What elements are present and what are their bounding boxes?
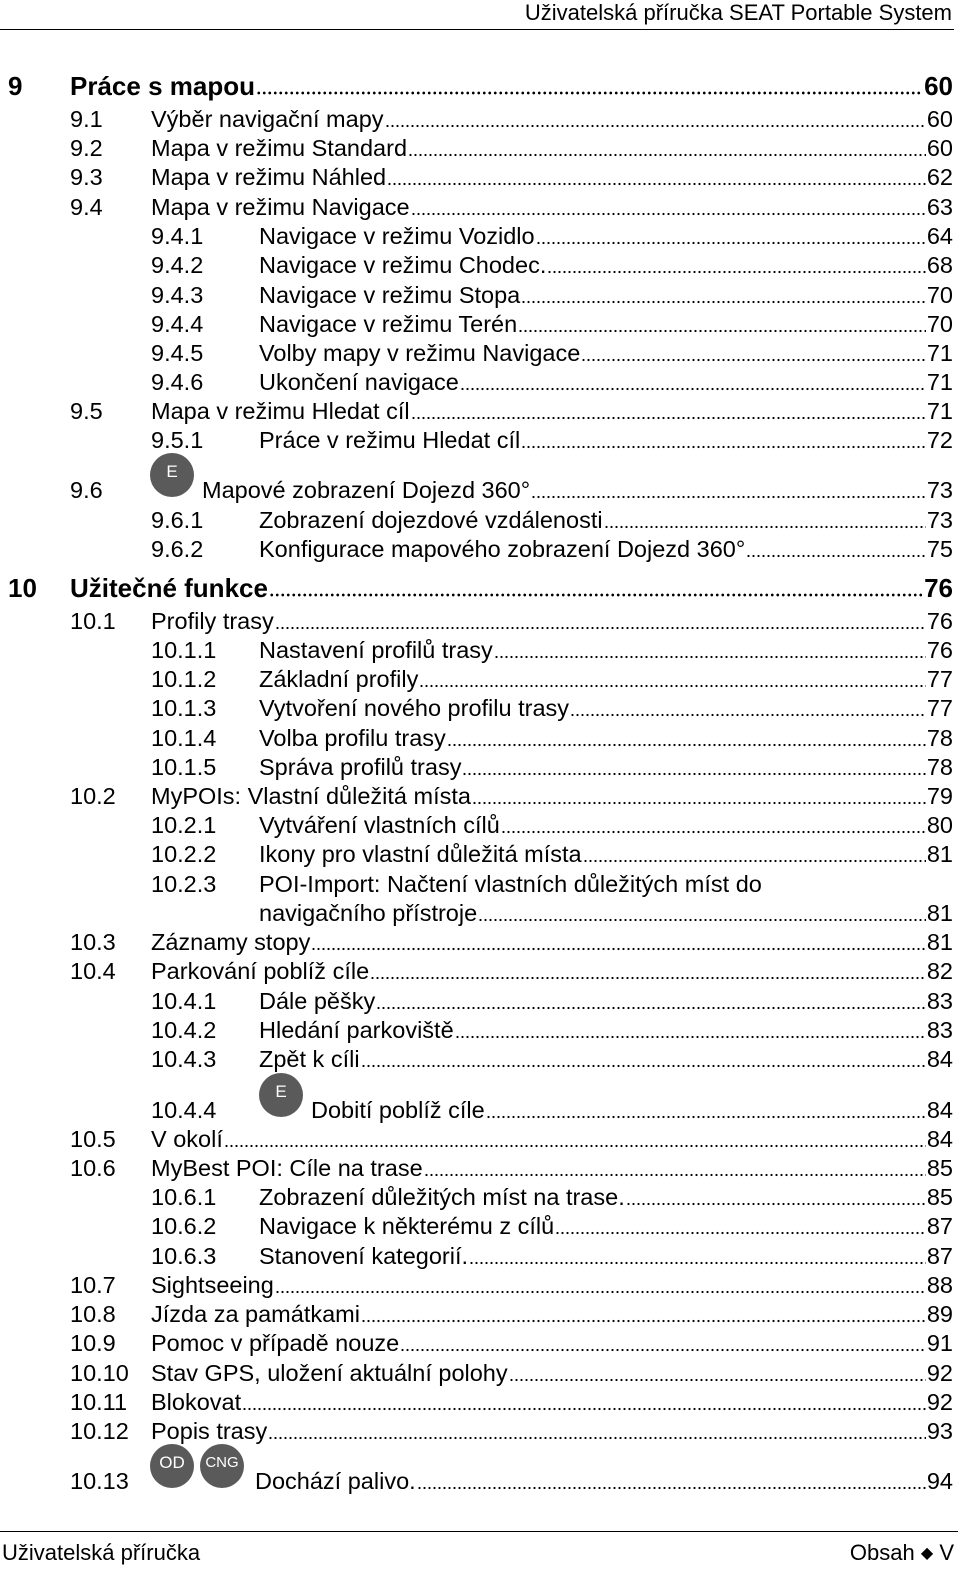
toc-entry-number: 10.3 — [70, 929, 116, 955]
badge-group — [150, 1444, 244, 1488]
toc-entry-number: 10.1.3 — [151, 695, 217, 721]
toc-entry-title: Navigace v režimu Terén — [259, 311, 518, 337]
dot-leader — [269, 593, 922, 597]
toc-entry-body — [259, 221, 953, 251]
toc-entry-row[interactable] — [0, 1015, 960, 1045]
toc-entry-number: 9.3 — [70, 164, 103, 190]
e-badge-icon: E — [259, 1073, 303, 1117]
toc-entry-row[interactable] — [0, 396, 960, 426]
toc-entry-body — [259, 338, 953, 368]
toc-entry-page: 81 — [926, 900, 953, 926]
toc-chapter-row[interactable] — [0, 71, 960, 101]
toc-entry-number: 10.6.3 — [151, 1243, 217, 1269]
toc-entry-body — [259, 309, 953, 339]
dot-leader — [275, 626, 926, 630]
dot-leader — [424, 1173, 926, 1177]
toc-entry-row[interactable] — [0, 1082, 960, 1125]
toc-entry-row[interactable] — [0, 104, 960, 134]
toc-entry-body — [151, 396, 953, 426]
dot-leader — [531, 495, 926, 499]
toc-entry-row[interactable] — [0, 162, 960, 192]
toc-entry-title: Nastavení profilů trasy — [259, 637, 493, 663]
toc-entry-title: Blokovat — [151, 1389, 242, 1415]
toc-entry-title: Hledání parkoviště — [259, 1017, 454, 1043]
toc-entry-page: 72 — [926, 427, 953, 453]
toc-entry-body — [259, 250, 953, 280]
dot-leader — [521, 300, 926, 304]
dot-leader — [478, 918, 926, 922]
toc-entry-row[interactable] — [0, 462, 960, 505]
toc-entry-row[interactable] — [0, 425, 960, 455]
toc-entry-number: 9.4.5 — [151, 340, 204, 366]
toc-entry-page: 78 — [926, 754, 953, 780]
toc-entry-body — [259, 367, 953, 397]
toc-entry-page: 83 — [926, 1017, 953, 1043]
toc-entry-number: 9.5 — [70, 398, 103, 424]
toc-entry-body — [259, 839, 953, 869]
toc-entry-number: 10.4.3 — [151, 1046, 217, 1072]
toc-entry-page: 84 — [926, 1126, 953, 1152]
dot-leader — [494, 655, 926, 659]
toc-entry-number: 9.4.2 — [151, 252, 204, 278]
toc-entry-title: Záznamy stopy — [151, 929, 311, 955]
toc-entry-number: 10.4 — [70, 958, 116, 984]
toc-entry-title: Práce s mapou — [70, 71, 255, 101]
toc-entry-row[interactable] — [0, 280, 960, 310]
toc-entry-row[interactable] — [0, 693, 960, 723]
toc-entry-row[interactable] — [0, 723, 960, 753]
toc-entry-title: Profily trasy — [151, 608, 274, 634]
toc-entry-title: Ukončení navigace — [259, 369, 459, 395]
toc-entry-row[interactable] — [0, 221, 960, 251]
toc-entry-title: Zobrazení důležitých míst na trase. — [259, 1184, 625, 1210]
dot-leader — [460, 387, 926, 391]
toc-entry-body — [259, 986, 953, 1016]
toc-entry-number: 10.8 — [70, 1301, 116, 1327]
toc-entry-body — [259, 635, 953, 665]
toc-entry-number: 10.1 — [70, 608, 116, 634]
toc-entry-row[interactable] — [0, 1270, 960, 1300]
toc-entry-page: 76 — [926, 637, 953, 663]
toc-entry-page: 84 — [926, 1097, 953, 1123]
dot-leader — [501, 830, 926, 834]
dot-leader — [311, 947, 926, 951]
toc-entry-number: 10.2.2 — [151, 841, 217, 867]
toc-entry-title: Výběr navigační mapy — [151, 106, 384, 132]
toc-entry-title: Mapa v režimu Náhled — [151, 164, 387, 190]
dot-leader — [570, 713, 926, 717]
toc-entry-page: 73 — [926, 477, 953, 503]
toc-entry-row[interactable] — [0, 1182, 960, 1212]
toc-entry-number: 10.2 — [70, 783, 116, 809]
toc-entry-title: Dobití poblíž cíle — [311, 1097, 485, 1123]
toc-entry-body — [259, 898, 953, 928]
dot-leader — [583, 859, 926, 863]
toc-entry-row[interactable] — [0, 338, 960, 368]
toc-entry-body — [151, 606, 953, 636]
toc-entry-page: 85 — [926, 1184, 953, 1210]
toc-entry-number: 9.1 — [70, 106, 103, 132]
toc-entry-number: 10 — [8, 573, 37, 603]
toc-entry-page: 81 — [926, 929, 953, 955]
toc-entry-number: 9.4.1 — [151, 223, 204, 249]
toc-entry-title: Zobrazení dojezdové vzdálenosti — [259, 507, 603, 533]
toc-entry-number: 10.1.4 — [151, 725, 217, 751]
toc-entry-row[interactable] — [0, 1211, 960, 1241]
toc-entry-title: Vytváření vlastních cílů — [259, 812, 500, 838]
toc-chapter-row[interactable] — [0, 573, 960, 603]
toc-entry-page: 83 — [926, 988, 953, 1014]
footer-left: Uživatelská příručka — [2, 1540, 201, 1565]
toc-entry-title: Vytvoření nového profilu trasy — [259, 695, 570, 721]
toc-entry-number: 10.2.1 — [151, 812, 217, 838]
toc-entry-page: 91 — [926, 1330, 953, 1356]
toc-entry-page: 85 — [926, 1155, 953, 1181]
toc-entry-page: 68 — [926, 252, 953, 278]
toc-entry-page: 64 — [926, 223, 953, 249]
toc-entry-row[interactable] — [0, 956, 960, 986]
toc-entry-body — [70, 573, 953, 603]
toc-entry-body — [311, 1095, 953, 1125]
toc-entry-row[interactable] — [0, 1328, 960, 1358]
toc-entry-body — [151, 927, 953, 957]
toc-entry-page: 77 — [926, 666, 953, 692]
toc-entry-title: Stanovení kategorií. — [259, 1243, 469, 1269]
toc-entry-body — [259, 664, 953, 694]
toc-entry-body — [151, 1358, 953, 1388]
toc-entry-row[interactable] — [0, 927, 960, 957]
footer-page: V — [939, 1540, 954, 1565]
toc-entry-title: MyPOIs: Vlastní důležitá místa — [151, 783, 471, 809]
toc-entry-title: Mapa v režimu Standard — [151, 135, 408, 161]
dot-leader — [536, 241, 926, 245]
toc-entry-title: V okolí — [151, 1126, 223, 1152]
toc-entry-page: 71 — [926, 369, 953, 395]
toc-entry-page: 71 — [926, 340, 953, 366]
toc-entry-row[interactable] — [0, 664, 960, 694]
toc-entry-body — [259, 1182, 953, 1212]
dot-leader — [256, 91, 922, 95]
dot-leader — [387, 182, 926, 186]
toc-entry-title: Pomoc v případě nouze — [151, 1330, 400, 1356]
toc-entry-body — [151, 162, 953, 192]
toc-entry-body — [70, 71, 953, 101]
toc-entry-row[interactable] — [0, 635, 960, 665]
toc-entry-page: 81 — [926, 841, 953, 867]
toc-entry-number: 10.1.2 — [151, 666, 217, 692]
toc-entry-body — [259, 1044, 953, 1074]
toc-entry-page: 92 — [926, 1360, 953, 1386]
footer-section: Obsah — [849, 1540, 915, 1565]
toc-entry-title: Užitečné funkce — [70, 573, 268, 603]
toc-entry-page: 76 — [924, 573, 953, 603]
toc-entry-page: 89 — [926, 1301, 953, 1327]
toc-entry-body — [255, 1466, 953, 1496]
toc-entry-page: 78 — [926, 725, 953, 751]
toc-entry-body — [259, 505, 953, 535]
toc-entry-body — [259, 810, 953, 840]
toc-entry-title: MyBest POI: Cíle na trase — [151, 1155, 423, 1181]
toc-entry-title: Navigace v režimu Stopa — [259, 282, 521, 308]
toc-entry-page: 77 — [926, 695, 953, 721]
toc-entry-row[interactable] — [0, 192, 960, 222]
toc-entry-body — [151, 1299, 953, 1329]
toc-entry-body — [259, 693, 953, 723]
toc-entry-row[interactable] — [0, 1387, 960, 1417]
toc-entry-title: Parkování poblíž cíle — [151, 958, 370, 984]
dot-leader — [462, 772, 925, 776]
od-badge-icon: OD — [150, 1444, 194, 1488]
dot-leader — [376, 1006, 926, 1010]
toc-entry-body — [259, 534, 953, 564]
toc-entry-body — [259, 1211, 953, 1241]
toc-entry-body — [259, 1241, 953, 1271]
toc-entry-body — [151, 133, 953, 163]
dot-leader — [555, 1231, 926, 1235]
toc-entry-body — [202, 475, 953, 505]
toc-entry-title: Volba profilu trasy — [259, 725, 446, 751]
toc-entry-number: 10.13 — [70, 1468, 129, 1494]
toc-entry-title: Stav GPS, uložení aktuální polohy — [151, 1360, 508, 1386]
toc-entry-body — [151, 1153, 953, 1183]
dot-leader — [626, 1202, 926, 1206]
dot-leader — [447, 743, 926, 747]
toc-entry-row[interactable] — [0, 367, 960, 397]
toc-entry-row[interactable] — [0, 309, 960, 339]
toc-entry-title: Základní profily — [259, 666, 419, 692]
dot-leader — [275, 1290, 926, 1294]
toc-entry-page: 71 — [926, 398, 953, 424]
toc-entry-row[interactable] — [0, 1358, 960, 1388]
toc-entry-title: Ikony pro vlastní důležitá místa — [259, 841, 582, 867]
dot-leader — [604, 525, 926, 529]
toc-entry-row[interactable] — [0, 1241, 960, 1271]
toc-entry-row[interactable] — [0, 1153, 960, 1183]
dot-leader — [518, 329, 926, 333]
toc-entry-row[interactable] — [0, 250, 960, 280]
toc-entry-row[interactable] — [0, 1044, 960, 1074]
toc-entry-page: 84 — [926, 1046, 953, 1072]
toc-entry-body — [151, 1416, 953, 1446]
toc-entry-row[interactable] — [0, 986, 960, 1016]
dot-leader — [746, 554, 926, 558]
toc-entry-body — [151, 956, 953, 986]
dot-leader — [361, 1319, 926, 1323]
dot-leader — [268, 1436, 926, 1440]
toc-entry-title: Konfigurace mapového zobrazení Dojezd 360° — [259, 536, 746, 562]
toc-entry-body — [259, 1015, 953, 1045]
toc-entry-row[interactable] — [0, 810, 960, 840]
toc-entry-number: 9.2 — [70, 135, 103, 161]
page-header — [0, 0, 954, 30]
dot-leader — [469, 1261, 926, 1265]
toc-entry-page: 80 — [926, 812, 953, 838]
dot-leader — [242, 1407, 926, 1411]
e-badge-icon: E — [150, 453, 194, 497]
toc-entry-page: 76 — [926, 608, 953, 634]
toc-entry-page: 63 — [926, 194, 953, 220]
toc-entry-number: 10.2.3 — [151, 871, 217, 897]
toc-entry-number: 10.12 — [70, 1418, 129, 1444]
footer-right — [850, 1540, 954, 1569]
toc-entry-body — [151, 104, 953, 134]
dot-leader — [419, 684, 926, 688]
toc-entry-row[interactable] — [0, 839, 960, 869]
toc-entry-title: Navigace k některému z cílů — [259, 1213, 555, 1239]
toc-entry-number: 10.4.2 — [151, 1017, 217, 1043]
toc-entry-number: 9.4.6 — [151, 369, 204, 395]
toc-entry-number: 9.6.1 — [151, 507, 204, 533]
toc-entry-page: 94 — [926, 1468, 953, 1494]
toc-entry-title: Jízda za památkami — [151, 1301, 360, 1327]
toc-entry-body — [259, 425, 953, 455]
dot-leader — [417, 1486, 926, 1490]
dot-leader — [455, 1035, 926, 1039]
toc-entry-page: 87 — [926, 1213, 953, 1239]
toc-entry-title: Mapa v režimu Hledat cíl — [151, 398, 410, 424]
toc-entry-number: 9.4.3 — [151, 282, 204, 308]
toc-entry-number: 10.7 — [70, 1272, 116, 1298]
dot-leader — [472, 801, 926, 805]
toc-entry-page: 87 — [926, 1243, 953, 1269]
toc-entry-row[interactable] — [0, 1453, 960, 1496]
toc-entry-page: 88 — [926, 1272, 953, 1298]
toc-entry-title: Dochází palivo. — [255, 1468, 416, 1494]
toc-entry-body — [151, 1270, 953, 1300]
toc-entry-number: 9.4 — [70, 194, 103, 220]
toc-entry-number: 10.6.1 — [151, 1184, 217, 1210]
toc-entry-number: 9 — [8, 71, 23, 101]
toc-entry-title: Práce v režimu Hledat cíl — [259, 427, 521, 453]
toc-entry-body — [259, 723, 953, 753]
toc-entry-page: 60 — [926, 106, 953, 132]
toc-entry-body — [151, 781, 953, 811]
toc-entry-page: 70 — [926, 311, 953, 337]
toc-entry-row[interactable] — [0, 606, 960, 636]
toc-entry-row[interactable] — [0, 871, 960, 928]
toc-entry-number: 10.1.5 — [151, 754, 217, 780]
toc-entry-number: 10.6 — [70, 1155, 116, 1181]
dot-leader — [370, 976, 926, 980]
toc-entry-row[interactable] — [0, 1299, 960, 1329]
toc-entry-number: 9.6.2 — [151, 536, 204, 562]
toc-entry-number: 10.6.2 — [151, 1213, 217, 1239]
toc-entry-number: 10.9 — [70, 1330, 116, 1356]
dot-leader — [385, 124, 926, 128]
dot-leader — [521, 445, 926, 449]
toc-entry-number: 10.1.1 — [151, 637, 217, 663]
toc-entry-page: 62 — [926, 164, 953, 190]
dot-leader — [411, 416, 926, 420]
badge-group — [259, 1073, 303, 1117]
toc-entry-page: 75 — [926, 536, 953, 562]
toc-entry-title: Mapa v režimu Navigace — [151, 194, 410, 220]
badge-group — [150, 453, 194, 497]
toc-entry-row[interactable] — [0, 752, 960, 782]
toc-entry-page: 92 — [926, 1389, 953, 1415]
header-title: Uživatelská příručka SEAT Portable System — [524, 0, 952, 25]
dot-leader — [224, 1144, 926, 1148]
toc-entry-body — [259, 280, 953, 310]
toc-entry-number: 10.4.1 — [151, 988, 217, 1014]
toc-entry-body — [259, 752, 953, 782]
cng-badge-icon: CNG — [200, 1444, 244, 1488]
toc-entry-page: 60 — [924, 71, 953, 101]
dot-leader — [509, 1378, 926, 1382]
dot-leader — [411, 212, 926, 216]
toc-entry-page: 82 — [926, 958, 953, 984]
toc-entry-number: 9.5.1 — [151, 427, 204, 453]
toc-entry-title: Navigace v režimu Chodec. — [259, 252, 547, 278]
toc-entry-number: 10.5 — [70, 1126, 116, 1152]
page-footer — [0, 1531, 958, 1572]
toc-entry-page: 73 — [926, 507, 953, 533]
dot-leader — [486, 1115, 926, 1119]
toc-entry-title: Mapové zobrazení Dojezd 360° — [202, 477, 531, 503]
toc-entry-row[interactable] — [0, 1416, 960, 1446]
toc-entry-page: 79 — [926, 783, 953, 809]
dot-leader — [547, 270, 926, 274]
toc-entry-title: Zpět k cíli — [259, 1046, 360, 1072]
toc-entry-title: Dále pěšky — [259, 988, 376, 1014]
diamond-icon: ◆ — [920, 1545, 934, 1562]
toc-entry-row[interactable] — [0, 534, 960, 564]
toc-entry-body — [151, 192, 953, 222]
toc-entry-title: navigačního přístroje — [259, 900, 478, 926]
toc-entry-title: Sightseeing — [151, 1272, 274, 1298]
toc-entry-title: Popis trasy — [151, 1418, 268, 1444]
toc-entry-row[interactable] — [0, 1124, 960, 1154]
toc-entry-number: 10.4.4 — [151, 1097, 217, 1123]
toc-entry-row[interactable] — [0, 781, 960, 811]
toc-entry-title-line1: POI-Import: Načtení vlastních důležitých míst do — [259, 871, 762, 897]
dot-leader — [581, 358, 926, 362]
toc-entry-title: Volby mapy v režimu Navigace — [259, 340, 581, 366]
toc-entry-page: 60 — [926, 135, 953, 161]
dot-leader — [400, 1348, 926, 1352]
toc-entry-body — [151, 1328, 953, 1358]
toc-entry-row[interactable] — [0, 505, 960, 535]
toc-entry-number: 10.11 — [70, 1389, 128, 1415]
toc-entry-title: Navigace v režimu Vozidlo — [259, 223, 535, 249]
toc-entry-page: 93 — [926, 1418, 953, 1444]
dot-leader — [361, 1064, 926, 1068]
toc-entry-body — [151, 1387, 953, 1417]
toc-entry-title: Správa profilů trasy — [259, 754, 462, 780]
toc-entry-number: 9.4.4 — [151, 311, 204, 337]
toc-entry-number: 9.6 — [70, 477, 103, 503]
toc-entry-number: 10.10 — [70, 1360, 129, 1386]
toc-entry-row[interactable] — [0, 133, 960, 163]
dot-leader — [408, 153, 926, 157]
toc-entry-page: 70 — [926, 282, 953, 308]
toc-entry-body — [151, 1124, 953, 1154]
